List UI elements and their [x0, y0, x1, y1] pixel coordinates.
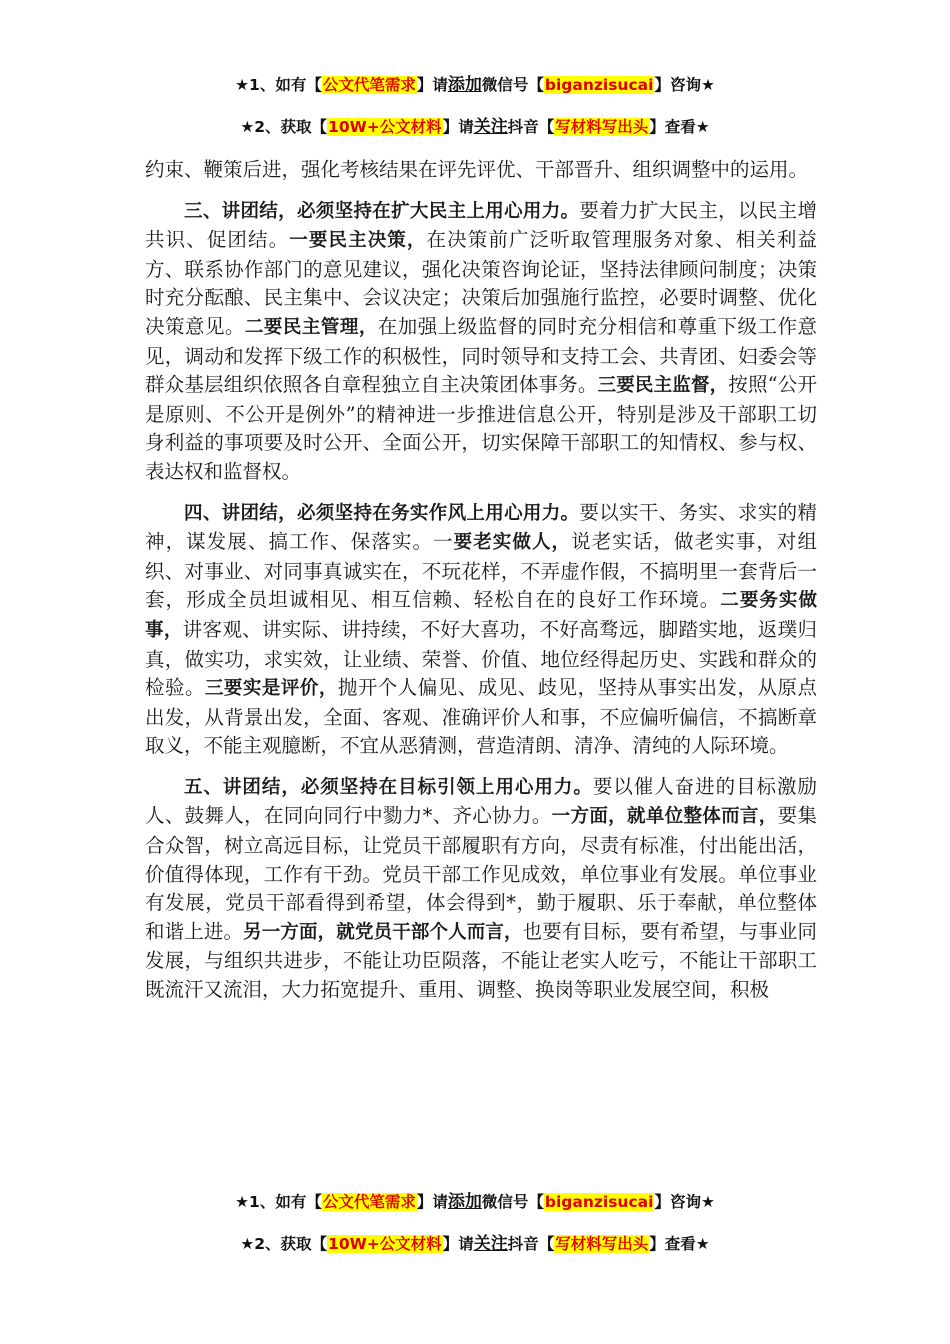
paragraph-text: 要集合众智，树立高远目标，让党员干部履职有方向，尽责有标准，付出能出活，价值得体现，工作有干劲。党员干部工作见成效，单位事业有发展。单位事业有发展，党员干部看得到希望，体会得到*，勤于履职、乐于奉献，单位整体和谐上进。 [145, 804, 817, 943]
banner-highlight: biganzisucai [544, 76, 654, 94]
paragraph-text: 在决策前广泛听取管理服务对象、相关利益方、联系协作部门的意见建议，强化决策咨询论证，坚持法律顾问制度；决策时充分酝酿、民主集中、会议决定；决策后加强施行监控，必要时调整、优化决策意见。 [145, 228, 817, 338]
banner-text: 微信号【 [481, 1193, 544, 1211]
section-heading: 五、讲团结，必须坚持在目标引领上用心用力。 [184, 776, 593, 798]
banner-text: 】查看★ [649, 1235, 710, 1253]
banner-text: 】请 [416, 1193, 448, 1211]
banner-text: 】咨询★ [654, 76, 715, 94]
paragraph-text: 也要有目标，要有希望，与事业同发展，与组织共进步，不能让功臣陨落，不能让老实人吃亏，不能让干部职工既流汗又流泪，大力拓宽提升、重用、调整、换岗等职业发展空间，积极 [145, 919, 817, 1002]
paragraph-text: 要着力扩大民主，以民主增共识、促团结。 [145, 198, 817, 252]
paragraph-section-5 [145, 773, 817, 1005]
banner-highlight: 公文代笔需求 [322, 1193, 416, 1211]
bold-phrase: 另一方面，就党员干部个人而言， [243, 921, 523, 943]
bold-phrase: 要老实做人， [453, 532, 572, 554]
section-heading: 四、讲团结，必须坚持在务实作风上用心用力。 [184, 502, 580, 524]
banner-text: ★2、获取【 [240, 118, 328, 136]
paragraph-text: 在加强上级监督的同时充分相信和尊重下级工作意见，调动和发挥下级工作的积极性，同时领导和支持工会、共青团、妇委会等群众基层组织依照各自章程独立自主决策团体事务。 [145, 314, 817, 397]
banner-underline: 添加 [447, 75, 482, 95]
banner-text: 】请 [442, 118, 474, 136]
banner-highlight: 写材料写出头 [555, 118, 649, 136]
paragraph-text: 讲客观、讲实际、讲持续，不好大喜功，不好高骛远，脚踏实地，返璞归真，做实功，求实效，让业绩、荣誉、价值、地位经得起历史、实践和群众的检验。 [145, 617, 817, 700]
paragraph-continuation: 约束、鞭策后进，强化考核结果在评先评优、干部晋升、组织调整中的运用。 [145, 158, 809, 181]
bold-phrase: 二要民主管理， [244, 316, 378, 338]
paragraph-section-4 [145, 499, 817, 761]
paragraph-text: 说老实话，做老实事，对组织、对事业、对同事真诚实在，不玩花样，不弄虚作假，不搞明里一套背后一套，形成全员坦诚相见、相互信赖、轻松自在的良好工作环境。 [145, 530, 817, 612]
banner-underline: 关注 [473, 1234, 508, 1254]
banner-text: 抖音【 [507, 118, 555, 136]
banner-text: 微信号【 [481, 76, 544, 94]
bottom-banner-line-1 [0, 1187, 950, 1212]
banner-highlight: biganzisucai [544, 1193, 654, 1211]
banner-highlight: 写材料写出头 [555, 1235, 649, 1253]
banner-text: ★2、获取【 [240, 1235, 328, 1253]
bold-phrase: 三要实是评价， [204, 678, 338, 700]
top-banner-line-1 [0, 70, 950, 95]
top-banner-line-2 [0, 112, 950, 137]
paragraph-text: 要以实干、务实、求实的精神，谋发展、搞工作、保落实。一 [145, 500, 817, 554]
banner-text: 】查看★ [649, 118, 710, 136]
banner-text: ★1、如有【 [235, 1193, 322, 1211]
banner-highlight: 公文代笔需求 [322, 76, 416, 94]
bottom-banner-line-2 [0, 1229, 950, 1254]
banner-text: 】请 [442, 1235, 474, 1253]
banner-text: 抖音【 [507, 1235, 555, 1253]
bold-phrase: 一方面，就单位整体而言， [551, 806, 778, 828]
banner-underline: 添加 [447, 1192, 482, 1212]
paragraph-text: 要以催人奋进的目标激励人、鼓舞人，在同向同行中勠力*、齐心协力。 [145, 774, 817, 828]
bold-phrase: 二要务实做事， [145, 590, 817, 641]
banner-highlight: 10W+公文材料 [328, 118, 442, 136]
banner-text: ★1、如有【 [235, 76, 322, 94]
banner-text: 】请 [416, 76, 448, 94]
bold-phrase: 三要民主监督， [597, 375, 729, 397]
section-heading: 三、讲团结，必须坚持在扩大民主上用心用力。 [184, 200, 580, 222]
paragraph-text: 抛开个人偏见、成见、歧见，坚持从事实出发，从原点出发，从背景出发，全面、客观、准确评价人和事，不应偏听偏信，不搞断章取义，不能主观臆断，不宜从恶猜测，营造清朗、清净、清纯的人际环境。 [145, 676, 817, 758]
banner-underline: 关注 [473, 117, 508, 137]
banner-text: 】咨询★ [654, 1193, 715, 1211]
paragraph-section-3 [145, 197, 817, 487]
banner-highlight: 10W+公文材料 [328, 1235, 442, 1253]
bold-phrase: 一要民主决策， [289, 230, 427, 252]
paragraph-text: 按照“公开是原则、不公开是例外”的精神进一步推进信息公开，特别是涉及干部职工切身利益的事项要及时公开、全面公开，切实保障干部职工的知情权、参与权、表达权和监督权。 [145, 373, 817, 483]
document-body [145, 156, 817, 1005]
